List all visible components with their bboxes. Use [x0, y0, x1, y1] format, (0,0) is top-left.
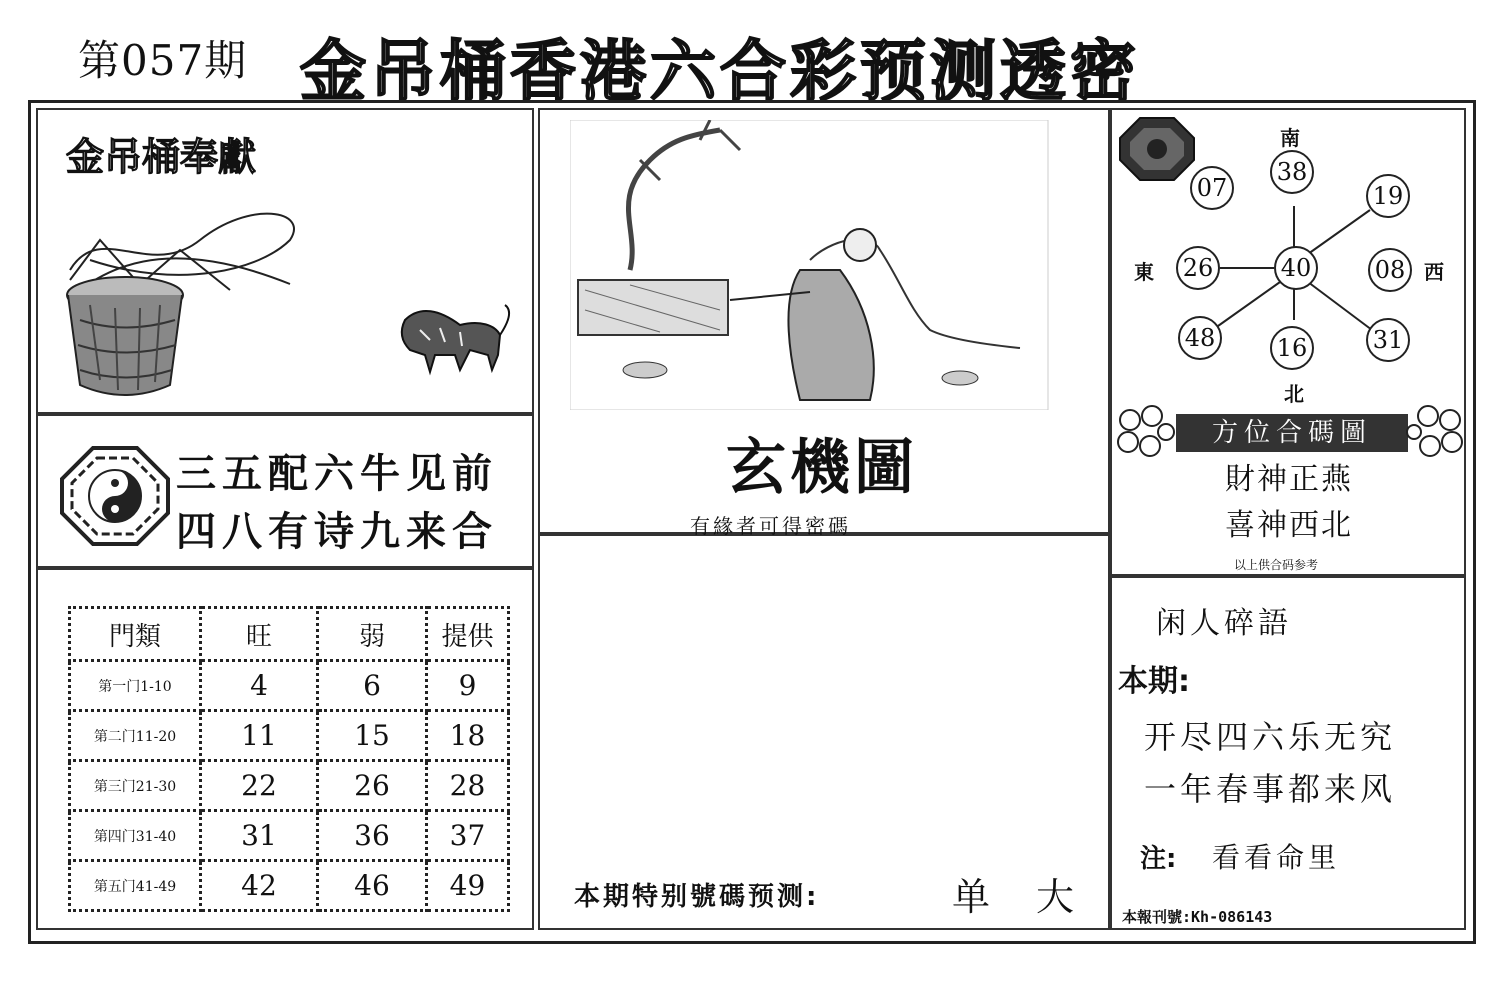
issue-number: 第057期: [78, 36, 248, 85]
page-title: 金吊桶香港六合彩预测透密: [300, 33, 1140, 110]
flower-ornament-right-icon: [1406, 402, 1466, 462]
direction-west: 西: [1424, 260, 1444, 284]
tiger-icon: [402, 305, 509, 372]
compass-banner: 方位合碼圖: [1176, 414, 1408, 452]
table-row: [70, 811, 509, 861]
cell-weak: 15: [318, 711, 427, 761]
note-label: 注:: [1140, 844, 1177, 874]
header-weak: 弱: [318, 608, 427, 661]
joy-god-direction: 喜神西北: [1225, 508, 1353, 543]
direction-south: 南: [1280, 126, 1300, 150]
poem-line-2: 四八有诗九来合: [176, 509, 498, 555]
cell-provide: 18: [427, 711, 509, 761]
cell-strong: 42: [201, 861, 318, 911]
cell-provide: 28: [427, 761, 509, 811]
number-circle-center: 40: [1274, 246, 1318, 290]
row-label: 第三门21-30: [70, 761, 201, 811]
gossip-line-1: 开尽四六乐无究: [1144, 718, 1397, 756]
number-circle-nw: 07: [1190, 166, 1234, 210]
header-provide: 提供: [427, 608, 509, 661]
xuanji-caption: 玄機圖: [726, 433, 918, 503]
cell-weak: 36: [318, 811, 427, 861]
table-row: [70, 661, 509, 711]
number-circle-ne: 19: [1366, 174, 1410, 218]
cell-strong: 11: [201, 711, 318, 761]
cell-provide: 37: [427, 811, 509, 861]
gossip-heading: 闲人碎語: [1156, 606, 1292, 641]
number-circle-s: 16: [1270, 326, 1314, 370]
xuanji-illustration: [570, 120, 1050, 410]
period-label: 本期:: [1118, 664, 1190, 699]
number-circle-n: 38: [1270, 150, 1314, 194]
row-label: 第一门1-10: [70, 661, 201, 711]
number-circle-sw: 48: [1178, 316, 1222, 360]
direction-east: 東: [1134, 260, 1154, 284]
prediction-value-big: 大: [1036, 875, 1075, 919]
prediction-panel: [538, 534, 1110, 930]
prediction-value-odd: 单: [952, 875, 991, 919]
header-strong: 旺: [201, 608, 318, 661]
gift-heading: 金吊桶奉獻: [66, 135, 257, 179]
poem-line-1: 三五配六牛见前: [176, 451, 498, 497]
table-row: [70, 761, 509, 811]
cell-strong: 31: [201, 811, 318, 861]
cell-strong: 22: [201, 761, 318, 811]
cell-weak: 26: [318, 761, 427, 811]
number-circle-w: 26: [1176, 246, 1220, 290]
door-table: [68, 606, 510, 912]
note-text: 看看命里: [1212, 841, 1341, 874]
wealth-god-direction: 財神正燕: [1225, 462, 1353, 497]
number-circle-se: 31: [1366, 318, 1410, 362]
row-label: 第四门31-40: [70, 811, 201, 861]
cell-provide: 49: [427, 861, 509, 911]
bucket-icon: [67, 214, 294, 395]
door-table-header: [70, 608, 509, 661]
number-circle-e: 08: [1368, 248, 1412, 292]
cell-weak: 46: [318, 861, 427, 911]
xuanji-slogan: 有緣者可得密碼: [690, 514, 851, 538]
serial-number: 本報刊號:Kh-086143: [1122, 908, 1273, 926]
table-row: [70, 861, 509, 911]
flower-ornament-left-icon: [1114, 402, 1176, 462]
yin-yang-bagua-icon: [60, 446, 170, 546]
gossip-line-2: 一年春事都来风: [1144, 770, 1397, 808]
row-label: 第五门41-49: [70, 861, 201, 911]
header-category: 門類: [70, 608, 201, 661]
direction-north: 北: [1284, 382, 1304, 406]
cell-strong: 4: [201, 661, 318, 711]
table-row: [70, 711, 509, 761]
cell-provide: 9: [427, 661, 509, 711]
row-label: 第二门11-20: [70, 711, 201, 761]
bucket-tiger-illustration: [60, 200, 520, 400]
prediction-label: 本期特别號碼预测:: [574, 882, 820, 912]
cell-weak: 6: [318, 661, 427, 711]
compass-note: 以上供合码参考: [1234, 558, 1319, 572]
